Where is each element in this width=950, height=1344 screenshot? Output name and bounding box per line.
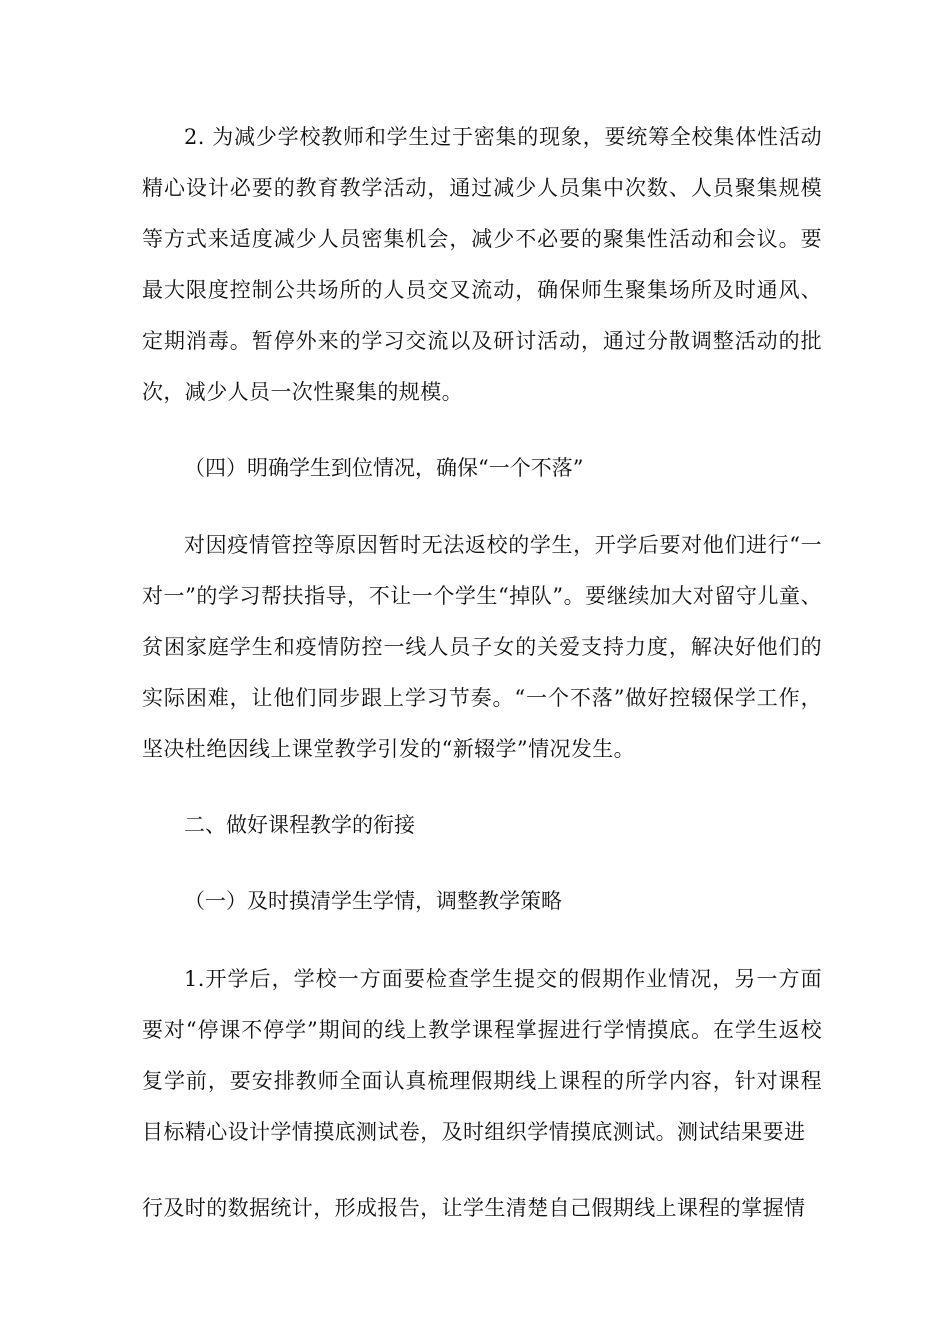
paragraph-continued-text: 行及时的数据统计，形成报告，让学生清楚自己假期线上课程的掌握情	[142, 1196, 806, 1220]
heading-student-attendance: （四）明确学生到位情况，确保“一个不落”	[184, 456, 584, 480]
paragraph-student-support: 对因疫情管控等原因暂时无法返校的学生，开学后要对他们进行“一对一”的学习帮扶指导，不让一个学生“掉队”。要继续加大对留守儿童、贫困家庭学生和疫情防控一线人员子女的关爱支持力度，解决好他们的实际困难，让他们同步跟上学习节奏。“一个不落”做好控辍保学工作，坚决杜绝因线上课堂教学引发的“新辍学”情况发生。	[142, 533, 822, 761]
heading-curriculum-connection: 二、做好课程教学的衔接	[184, 813, 415, 837]
heading-learning-assessment: （一）及时摸清学生学情，调整教学策略	[184, 889, 562, 913]
paragraph-assessment-details: 1.开学后，学校一方面要检查学生提交的假期作业情况，另一方面要对“停课不停学”期间的线上教学课程掌握进行学情摸底。在学生返校复学前，要安排教师全面认真梳理假期线上课程的所学内容，针对课程目标精心设计学情摸底测试卷，及时组织学情摸底测试。测试结果要进	[142, 967, 822, 1144]
paragraph-distancing: 2. 为减少学校教师和学生过于密集的现象，要统筹全校集体性活动精心设计必要的教育教学活动，通过减少人员集中次数、人员聚集规模等方式来适度减少人员密集机会，减少不必要的聚集性活动和会议。要最大限度控制公共场所的人员交叉流动，确保师生聚集场所及时通风、定期消毒。暂停外来的学习交流以及研讨活动，通过分散调整活动的批次，减少人员一次性聚集的规模。	[142, 125, 822, 404]
